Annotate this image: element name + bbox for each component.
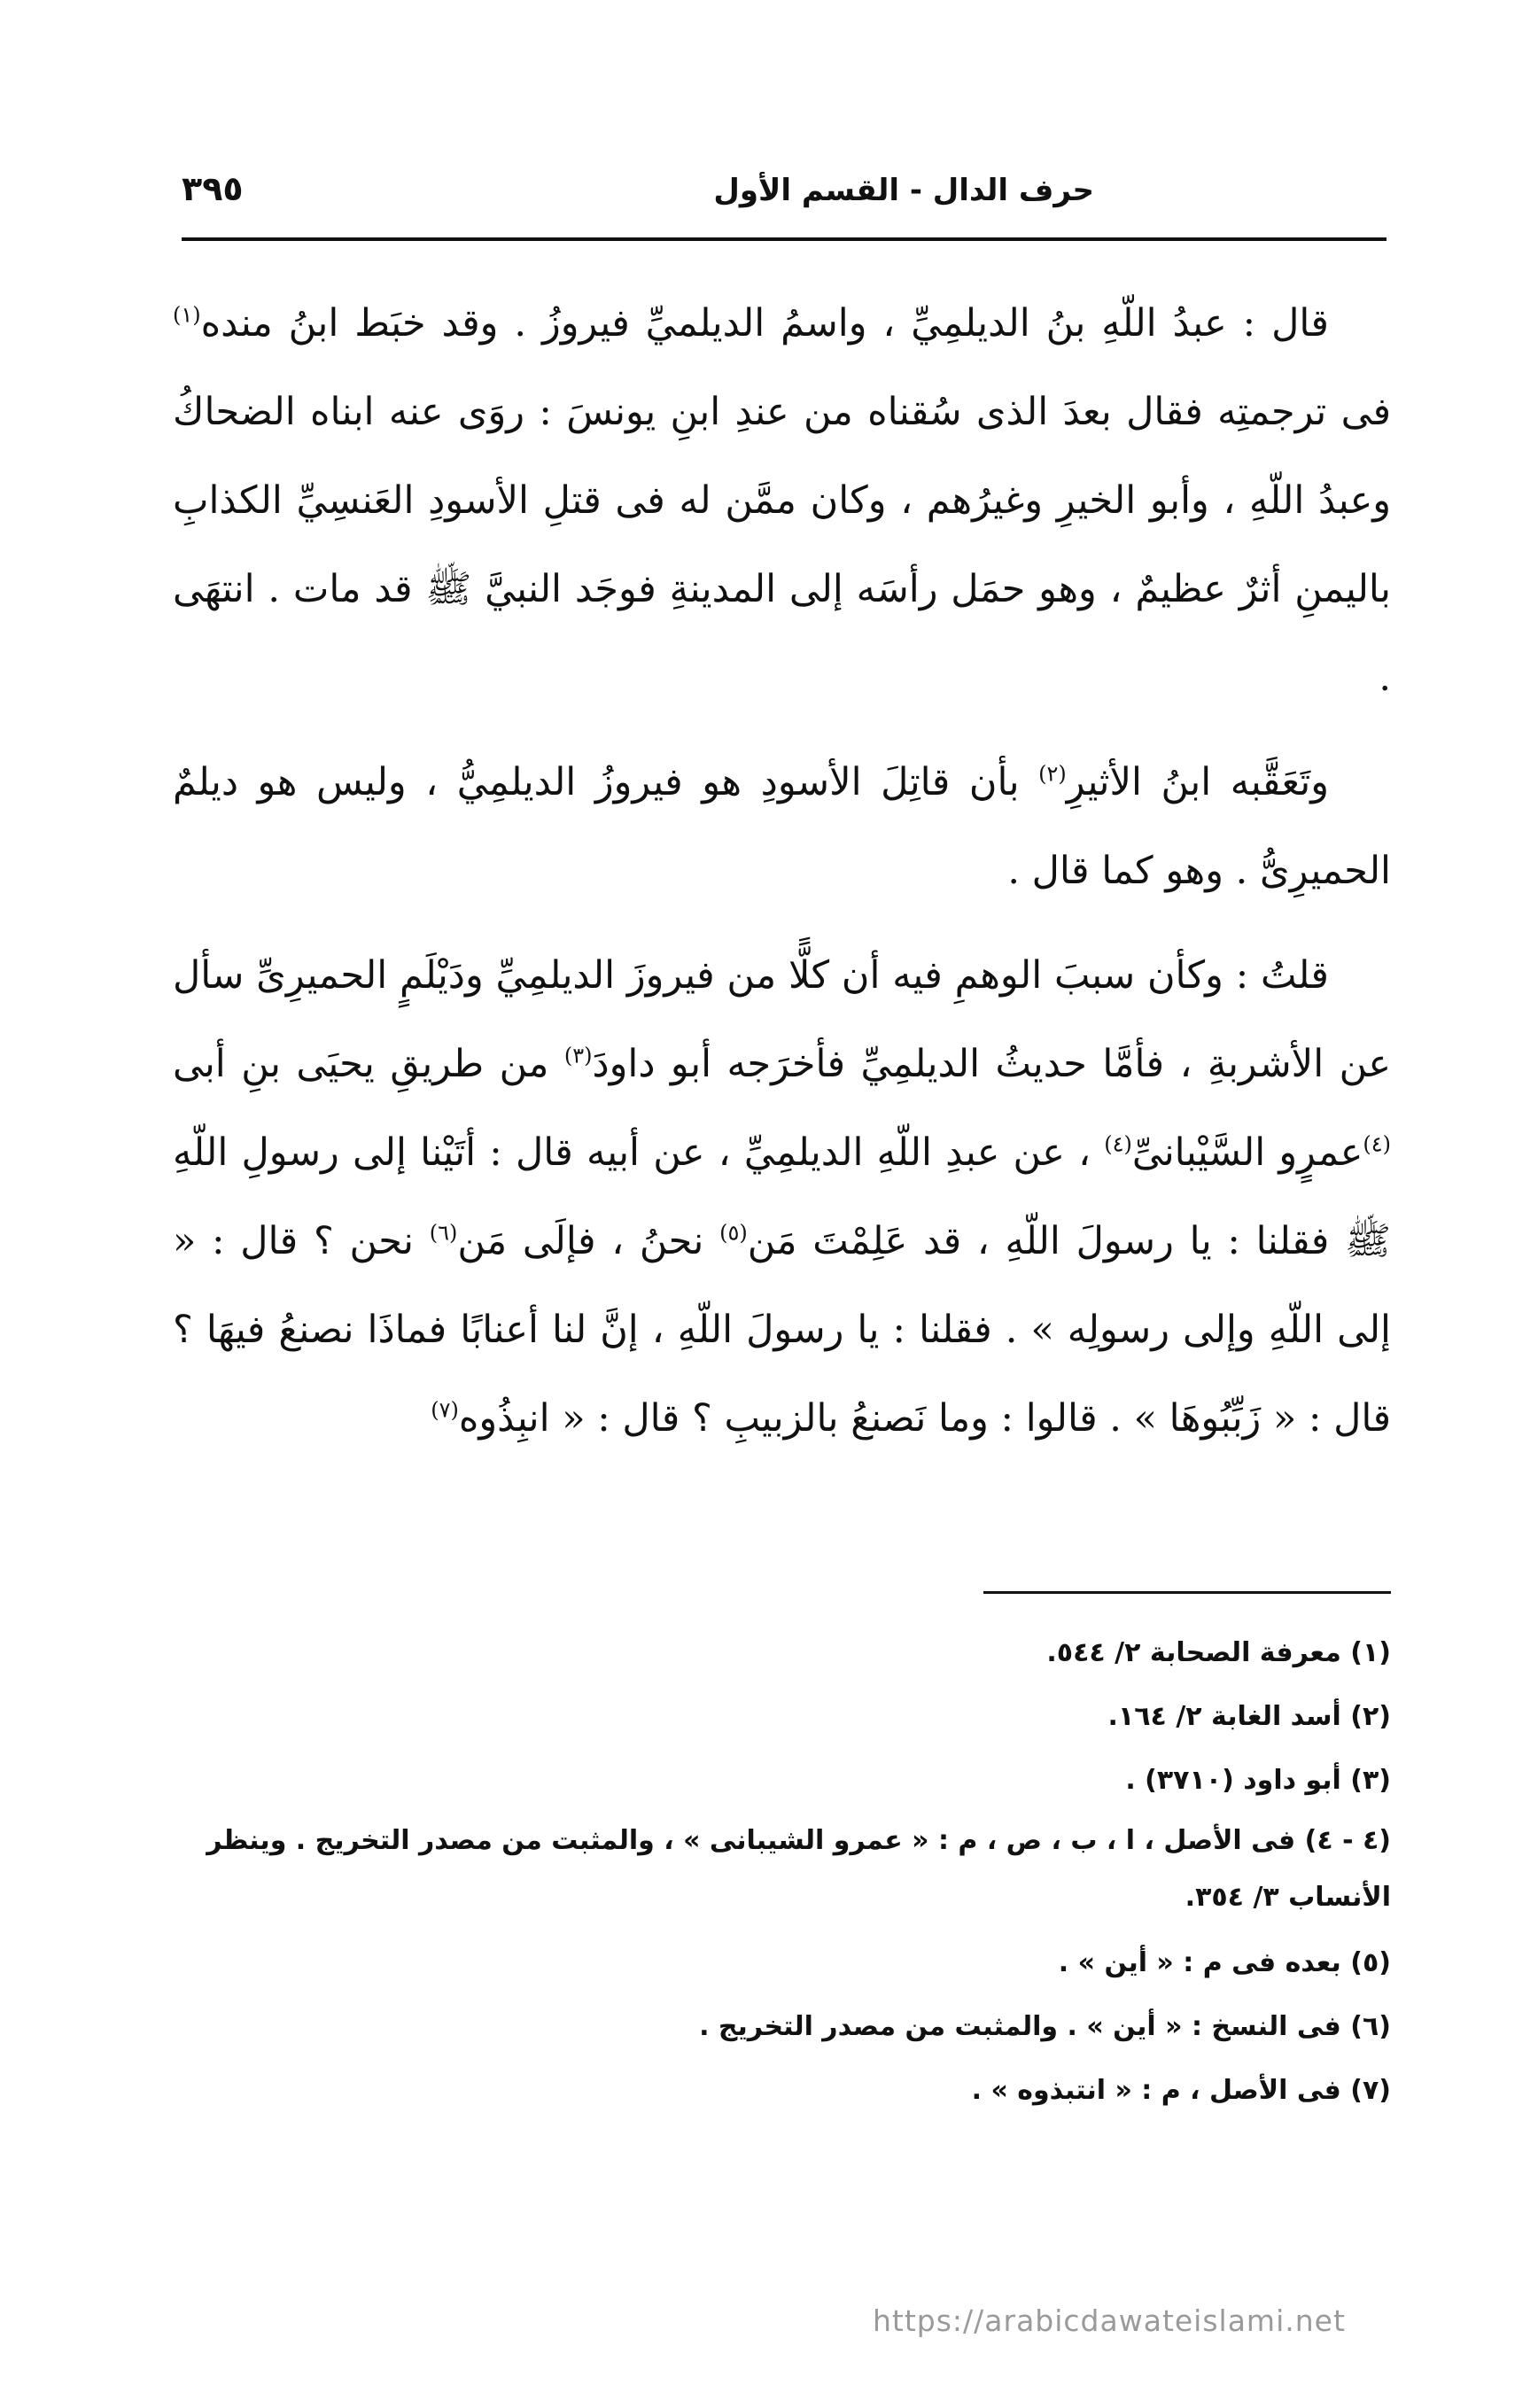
running-head: حرف الدال - القسم الأول (713, 173, 1094, 208)
footnote: (٦) فى النسخ : « أين » . والمثبت من مصدر التخريج . (699, 2011, 1391, 2042)
footnotes (173, 1621, 1391, 2123)
text-segment: وتَعَقَّبه ابنُ الأثيرِ (1066, 760, 1329, 804)
page-header (182, 164, 1387, 226)
footnote-marker: (٤) (1104, 1131, 1132, 1157)
page-number: ٣٩٥ (182, 169, 244, 208)
paragraph (173, 738, 1391, 915)
footnote-marker: (٧) (431, 1397, 459, 1423)
footnote: (٣) أبو داود (٣٧١٠) . (1125, 1765, 1391, 1796)
footnote-marker: (٣) (563, 1043, 593, 1068)
footnote-marker: (٢) (1038, 761, 1067, 787)
paragraph-text (173, 931, 1391, 1463)
paragraph-text (173, 738, 1391, 915)
text-segment: قال : عبدُ اللّهِ بنُ الديلمِيِّ ، واسمُ الديلميِّ فيروزُ . وقد خبَط ابنُ منده (200, 301, 1329, 346)
main-text (173, 279, 1391, 1479)
footnote: (٥) بعده فى م : « أين » . (1058, 1947, 1391, 1978)
footnote: (٤ - ٤) فى الأصل ، ا ، ب ، ص ، م : « عمرو الشيبانى » ، والمثبت من مصدر التخريج . وينظر الأنساب ٣/ ٣٥٤. (206, 1825, 1391, 1913)
footnote: (١) معرفة الصحابة ٢/ ٥٤٤. (1046, 1637, 1391, 1668)
text-segment: عمرٍو السَّيْبانىِّ (1131, 1130, 1363, 1175)
paragraph (173, 279, 1391, 722)
text-segment: نحنُ ، فإلَى مَن (457, 1219, 720, 1263)
footnote: (٢) أسد الغابة ٢/ ١٦٤. (1107, 1701, 1391, 1732)
text-segment: نحن ؟ قال : « إلى اللّهِ وإلى رسولِه » . فقلنا : يا رسولَ اللّهِ ، إنَّ لنا أعنابًا فماذَا نصنعُ فيهَا ؟ قال : « زَبِّبُوهَا » . قالوا : وما نَصنعُ بالزبيبِ ؟ قال : « انبِذُوه (173, 1219, 1391, 1441)
footnote-marker: (١) (173, 302, 201, 328)
watermark-url: https://arabicdawateislami.net (873, 2303, 1346, 2338)
footnotes-rule (983, 1591, 1391, 1594)
footnote: (٧) فى الأصل ، م : « انتبذوه » . (971, 2075, 1391, 2106)
paragraph-text (173, 279, 1391, 722)
paragraph (173, 931, 1391, 1463)
footnote-marker: (٤) (1363, 1131, 1391, 1157)
header-rule (182, 237, 1387, 241)
text-segment: بأن قاتِلَ الأسودِ هو فيروزُ الديلمِيُّ ، وليس هو ديلمٌ الحميرِىُّ . وهو كما قال . (173, 760, 1391, 893)
text-segment: قلتُ : وكأن سببَ الوهمِ فيه أن كلًّا من فيروزَ الديلمِيِّ ودَيْلَمٍ الحميرِىِّ سأل عن الأشربةِ ، فأمَّا حديثُ الديلمِيِّ فأخرَجه أبو داودَ (173, 953, 1391, 1086)
text-segment: ، عن عبدِ اللّهِ الديلمِيِّ ، عن أبيه قال : أتَيْنا إلى رسولِ اللّهِ ﷺ فقلنا : يا رسولَ اللّهِ ، قد عَلِمْتَ مَن (173, 1130, 1391, 1263)
text-segment: فى ترجمتِه فقال بعدَ الذى سُقناه من عندِ ابنِ يونسَ : روَى عنه ابناه الضحاكُ وعبدُ اللّهِ ، وأبو الخيرِ وغيرُهم ، وكان ممَّن له فى قتلِ الأسودِ العَنسِيِّ الكذابِ باليمنِ أثرٌ عظيمٌ ، وهو حمَل رأسَه إلى المدينةِ فوجَد النبيَّ ﷺ قد مات . انتهَى . (173, 390, 1391, 700)
footnote-marker: (٦) (429, 1220, 458, 1246)
footnote-marker: (٥) (719, 1220, 748, 1246)
text-segment: من طريقِ يحيَى بنِ أبى (173, 1042, 564, 1086)
